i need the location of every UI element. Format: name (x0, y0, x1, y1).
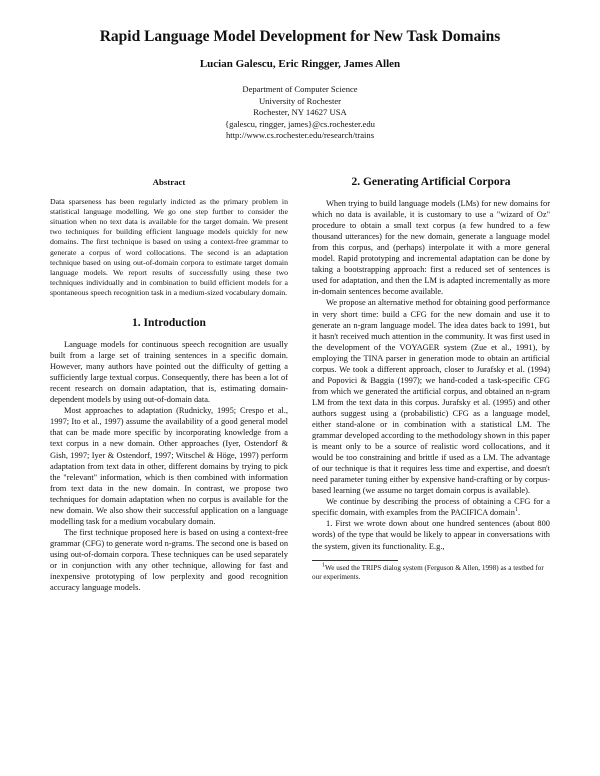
footnote-marker: 1 (515, 507, 518, 514)
affiliation-address: Rochester, NY 14627 USA (253, 107, 347, 118)
intro-paragraph-2: Most approaches to adaptation (Rudnicky, 1995; Crespo et al., 1997; Ito et al., 1997) assume the availability of a good general model that can be made more specific by incorporating knowledge from a text corpus in a new domain. Other approaches (Iyer, Ostendorf & Gish, 1997; Iyer & Ostendorf, 1997; Witschel & Höge, 1997) perform adaptation from text data in other, different domains by trying to pick the "relevant" information, which is then combined with information from text data in the new domain. In contrast, we propose two techniques for domain adaptation when no corpus is available for the new domain. We also show their successful application on a language modelling task for a medium vocabulary domain. (50, 406, 288, 526)
section-heading-generating: 2. Generating Artificial Corpora (351, 176, 511, 188)
intro-paragraph-3: The first technique proposed here is based on using a context-free grammar (CFG) to generate word n-grams. The second one is based on using out-of-domain corpora. These techniques can be used separately or in conjunction with any other technique, allowing for fast and inexpensive prototyping of low perplexity and good recognition accuracy language models. (50, 527, 289, 593)
section-heading-introduction: 1. Introduction (132, 316, 206, 329)
section2-paragraph-1: When trying to build language models (LMs) for new domains for which no data is available, it is customary to use a "wizard of Oz" procedure to obtain a small text corpus (a few hundred to a few thousand utterances) for the new domain, generate a language model from this corpus, and (perhaps) interpolate it with a more general model. Rapid prototyping and incremental adaptation can be done by taking a bootstrapping approach: first a reduced set of sentences is used for adaptation, and then the LM is adapted incrementally as more in-domain sentences become available. (312, 199, 550, 297)
affiliation-block (0, 84, 600, 142)
section2-paragraph-4: 1. First we wrote down about one hundred sentences (about 800 words) of the type that would be likely to appear in conversations with the system, given its functionality. E.g., (312, 519, 550, 551)
section2-paragraph-3 (312, 496, 550, 518)
intro-paragraph-1: Language models for continuous speech recognition are usually built from a large set of training sentences in a specific domain. However, many authors have pointed out the difficulty of getting a sufficiently large textual corpus. Consequently, there has been a lot of recent research on domain adaptation, that is, estimating domain-dependent models by using out-of-domain data. (50, 340, 288, 405)
abstract-heading: Abstract (152, 177, 186, 187)
affiliation-university: University of Rochester (258, 95, 342, 106)
section2-paragraph-3-text: We continue by describing the process of obtaining a CFG for a specific domain, with examples from the PACIFICA domain (312, 497, 550, 518)
footnote (312, 564, 550, 583)
right-column (312, 177, 550, 582)
affiliation-department: Department of Computer Science (242, 84, 358, 94)
paper-authors: Lucian Galescu, Eric Ringger, James Allen (199, 58, 401, 70)
affiliation-emails: {galescu, ringger, james}@cs.rochester.edu (225, 118, 375, 129)
section2-paragraph-2: We propose an alternative method for obtaining good performance in very short time: build a CFG for the new domain and use it to generate an n-gram language model. The idea dates back to 1991, but it hasn't received much attention in the community. It was first used in the development of the VOYAGER system (Zue et al., 1991), by employing the TINA parser in generation mode to obtain an artificial corpus. We took a different approach, closer to Jurafsky et al. (1994) and Popovici & Baggia (1997); we hand-coded a task-specific CFG from which we generated the artificial corpus, and obtained an n-gram LM from the text data in this corpus. Jurafsky et al. (1995) and other authors suggest using a (probabilistic) CFG as a language model, either stand-alone or in combination with a statistical LM. The grammar developed according to the methodology shown in this paper is meant only to be a source of realistic word collocations, and it would be too constraining and brittle if used as a LM. The advantage of our technique is that it requires less time and expertise, and doesn't need parameter tuning either by expensive hand-crafting or by corpus-based learning (we assume no target domain corpus is available). (312, 298, 550, 496)
paper-title: Rapid Language Model Development for New Task Domains (99, 28, 501, 45)
affiliation-url: http://www.cs.rochester.edu/research/trains (225, 130, 375, 141)
footnote-rule (312, 560, 398, 561)
footnote-text: We used the TRIPS dialog system (Ferguson & Allen, 1998) as a testbed for our experiments. (312, 563, 544, 581)
footnote-marker-period: . (518, 508, 521, 518)
left-column (50, 177, 288, 593)
abstract-text: Data sparseness has been regularly indicted as the primary problem in statistical language modelling. We go one step further to consider the situation when no text data is available for the target domain. We present two techniques for building efficient language models quickly for new domains. The first technique is based on using a context-free grammar to generate a corpus of word collocations. The second is an adaptation technique based on using out-of-domain corpora to estimate target domain language models. We report results of successfully using these two techniques individually and in combination to build efficient models for a spontaneous speech recognition task in a medium-sized vocabulary domain. (50, 197, 288, 297)
footnote-number: 1 (322, 562, 325, 569)
